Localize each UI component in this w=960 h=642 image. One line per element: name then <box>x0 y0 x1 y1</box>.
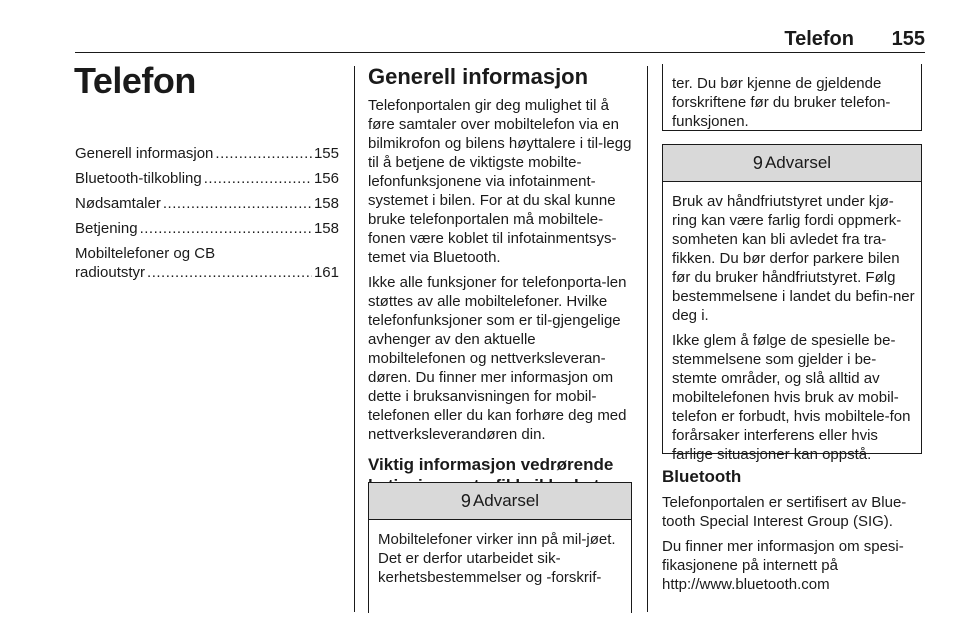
body-paragraph: Telefonportalen er sertifisert av Blue-tooth Special Interest Group (SIG). <box>662 494 907 530</box>
toc-leader <box>140 219 312 238</box>
chapter-title: Telefon <box>74 60 196 101</box>
middle-column <box>368 64 634 502</box>
toc-entry-title: Generell informasjon <box>75 145 214 162</box>
page-number: 155 <box>891 28 925 50</box>
toc-entry-page: 156 <box>313 170 339 187</box>
warning-body <box>369 520 631 587</box>
column-divider-2 <box>647 66 648 612</box>
toc-entry[interactable] <box>75 194 339 213</box>
toc-entry-page: 161 <box>313 264 339 281</box>
warning-text: Mobiltelefoner virker inn på mil-jøet. Det er derfor utarbeidet sik-kerhetsbestemmelser og -forskrif- <box>378 531 616 586</box>
body-paragraph: Du finner mer informasjon om spesi-fikasjonene på internett på <box>662 538 904 574</box>
toc-leader <box>147 263 312 282</box>
column-divider-1 <box>354 66 355 612</box>
bluetooth-section <box>662 466 928 594</box>
header-title: Telefon <box>784 28 854 50</box>
warning-continued-text: ter. Du bør kjenne de gjeldende forskriftene før du bruker telefon-funksjonen. <box>672 75 891 130</box>
warning-label: Advarsel <box>472 491 540 510</box>
bluetooth-link[interactable]: http://www.bluetooth.com <box>662 576 830 593</box>
toc-entry[interactable] <box>75 144 339 163</box>
subsection-heading: Viktig informasjon vedrørende <box>368 455 614 474</box>
warning-continuation <box>662 64 922 131</box>
toc-entry-title: Nødsamtaler <box>75 195 161 212</box>
section-heading: Generell informasjon <box>368 64 589 89</box>
toc-entry-title-cont: radioutstyr <box>75 264 146 281</box>
warning-body <box>663 182 921 464</box>
toc-entry[interactable] <box>75 219 339 238</box>
toc-entry[interactable] <box>75 244 339 282</box>
body-paragraph: Telefonportalen gir deg mulighet til å føre samtaler over mobiltelefon via en bilmikrofon og bilens høyttalere i til-legg til å betjene de viktigste mobilte-lefonfunksjonene via infotainment-systemet i bilen. For at du skal kunne bruke telefonportalen må mobiltele-fonen være koblet til infotainmentsys-temet via Bluetooth. <box>368 97 632 266</box>
warning-paragraph: Bruk av håndfriutstyret under kjø-ring kan være farlig fordi oppmerk-somheten kan bli avledet fra tra-fikken. Du bør derfor parkere bilen før du bruker håndfriutstyret. Følg bestemmelsene i landet du befin-ner deg i. <box>672 193 915 324</box>
toc-entry-title: Betjening <box>75 220 138 237</box>
toc-entry-page: 155 <box>313 145 339 162</box>
section-heading: Bluetooth <box>662 467 742 486</box>
warning-box <box>368 482 632 613</box>
warning-label: Advarsel <box>764 153 832 172</box>
toc-entry[interactable] <box>75 169 339 188</box>
toc-leader <box>204 169 312 188</box>
table-of-contents <box>75 144 339 288</box>
warning-icon: 9 <box>460 490 471 511</box>
toc-leader <box>163 194 312 213</box>
header-rule <box>75 52 925 53</box>
body-paragraph: Ikke alle funksjoner for telefonporta-len støttes av alle mobiltelefoner. Hvilke telefonfunksjoner som er til-gjengelige avhenger av den aktuelle mobiltelefonen og nettverksleveran-døren. Du finner mer informasjon om dette i bruksanvisningen for mobil-telefonen eller du kan forhøre deg med nettverksleverandøren din. <box>368 274 627 443</box>
toc-entry-title: Mobiltelefoner og CB <box>75 245 216 262</box>
warning-box <box>662 144 922 463</box>
toc-leader <box>215 144 312 163</box>
warning-paragraph: Ikke glem å følge de spesielle be-stemmelsene som gjelder i be-stemte områder, og slå alltid av mobiltelefonen hvis bruk av mobil-telefon er forbudt, hvis mobiltele-fon forårsaker interferens eller hvis farlige situasjoner kan oppstå. <box>672 332 911 463</box>
toc-entry-title: Bluetooth-tilkobling <box>75 170 202 187</box>
toc-entry-page: 158 <box>313 220 339 237</box>
warning-header <box>369 483 631 520</box>
warning-header <box>663 145 921 182</box>
warning-icon: 9 <box>752 152 763 173</box>
toc-entry-page: 158 <box>313 195 339 212</box>
